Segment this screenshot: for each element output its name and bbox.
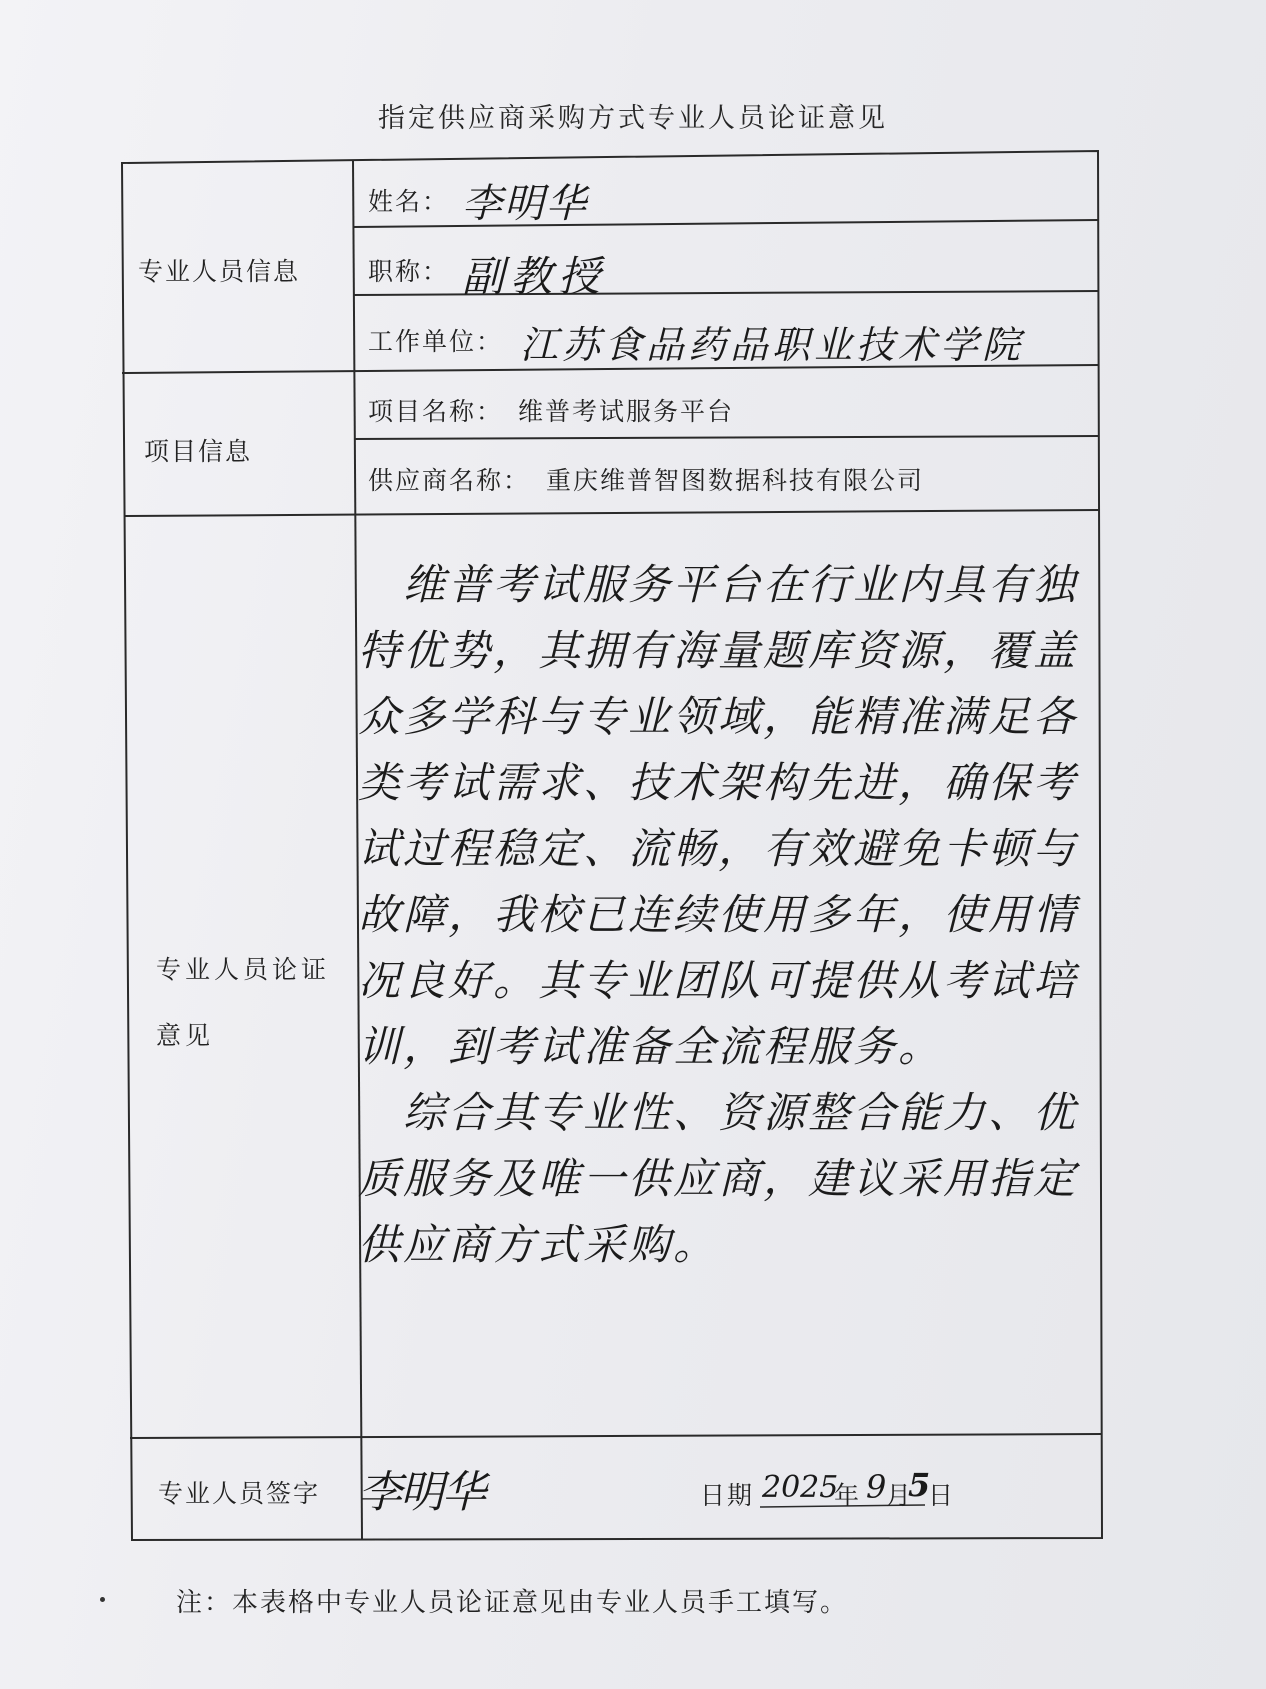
date-year-char: 年 xyxy=(834,1481,862,1510)
section-label-opinion-line2: 意见 xyxy=(156,1021,215,1050)
title-label: 职称： xyxy=(368,257,450,286)
date-label: 日期 xyxy=(700,1481,755,1510)
name-value: 李明华 xyxy=(462,181,588,227)
date-day-char: 日 xyxy=(928,1481,956,1510)
date-month: 9 xyxy=(866,1468,887,1506)
supplier-label: 供应商名称： xyxy=(368,466,531,495)
form-title: 指定供应商采购方式专业人员论证意见 xyxy=(378,103,888,134)
section-label-opinion-line1: 专业人员论证 xyxy=(156,955,331,984)
section-label-expert: 专业人员信息 xyxy=(138,257,301,286)
date-year: 2025 xyxy=(762,1470,839,1505)
date-day: 5 xyxy=(908,1466,931,1504)
supplier-value: 重庆维普智图数据科技有限公司 xyxy=(546,466,925,495)
signature-label: 专业人员签字 xyxy=(158,1479,321,1508)
row-line-6 xyxy=(130,1434,1102,1438)
date-month-char: 月 xyxy=(886,1481,914,1510)
employer-label: 工作单位： xyxy=(368,327,504,356)
project-name-label: 项目名称： xyxy=(368,397,504,426)
row-line-4 xyxy=(354,436,1099,439)
footnote: 注：本表格中专业人员论证意见由专业人员手工填写。 xyxy=(176,1588,849,1618)
title-value: 副教授 xyxy=(462,252,607,301)
row-line-5 xyxy=(124,510,1099,516)
project-name-value: 维普考试服务平台 xyxy=(518,397,735,426)
stray-dot xyxy=(100,1597,105,1602)
name-label: 姓名： xyxy=(368,187,450,216)
section-label-project: 项目信息 xyxy=(144,437,253,466)
opinion-text: 维普考试服务平台在行业内具有独特优势，其拥有海量题库资源，覆盖众多学科与专业领域，能精准满足各类考试需求、技术架构先进，确保考试过程稳定、流畅，有效避免卡顿与故障，我校已连续使用多年，使用情况良好。其专业团队可提供从考试培训，到考试准备全流程服务。 综合其专业性、资源整合能力、优质服务及唯一供应商，建议采用指定供应商方式采购。 xyxy=(358,560,1079,1269)
signature: 李明华 xyxy=(358,1467,484,1518)
employer-value: 江苏食品药品职业技术学院 xyxy=(520,323,1025,367)
